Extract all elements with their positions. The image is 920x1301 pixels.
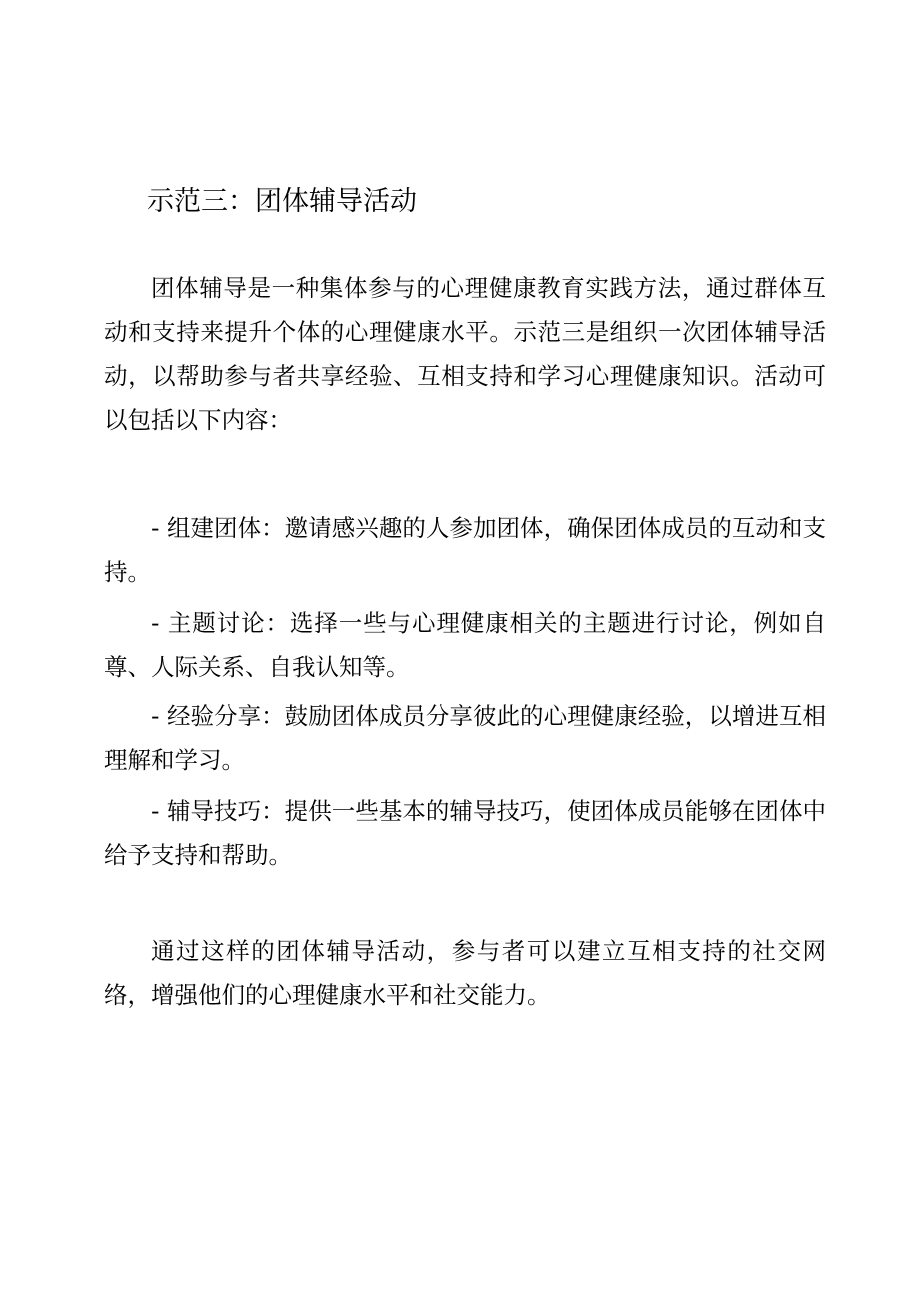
list-item-build-group: - 组建团体：邀请感兴趣的人参加团体，确保团体成员的互动和支持。 <box>104 514 826 586</box>
section-heading: 示范三：团体辅导活动 <box>147 186 417 218</box>
list-item-topic-discussion: - 主题讨论：选择一些与心理健康相关的主题进行讨论，例如自尊、人际关系、自我认知等。 <box>104 609 826 681</box>
closing-paragraph: 通过这样的团体辅导活动，参与者可以建立互相支持的社交网络，增强他们的心理健康水平和社交能力。 <box>104 937 826 1009</box>
intro-paragraph: 团体辅导是一种集体参与的心理健康教育实践方法，通过群体互动和支持来提升个体的心理健康水平。示范三是组织一次团体辅导活动，以帮助参与者共享经验、互相支持和学习心理健康知识。活动可以包括以下内容： <box>104 274 826 434</box>
list-item-experience-sharing: - 经验分享：鼓励团体成员分享彼此的心理健康经验，以增进互相理解和学习。 <box>104 702 826 774</box>
list-item-counseling-skills: - 辅导技巧：提供一些基本的辅导技巧，使团体成员能够在团体中给予支持和帮助。 <box>104 797 826 869</box>
